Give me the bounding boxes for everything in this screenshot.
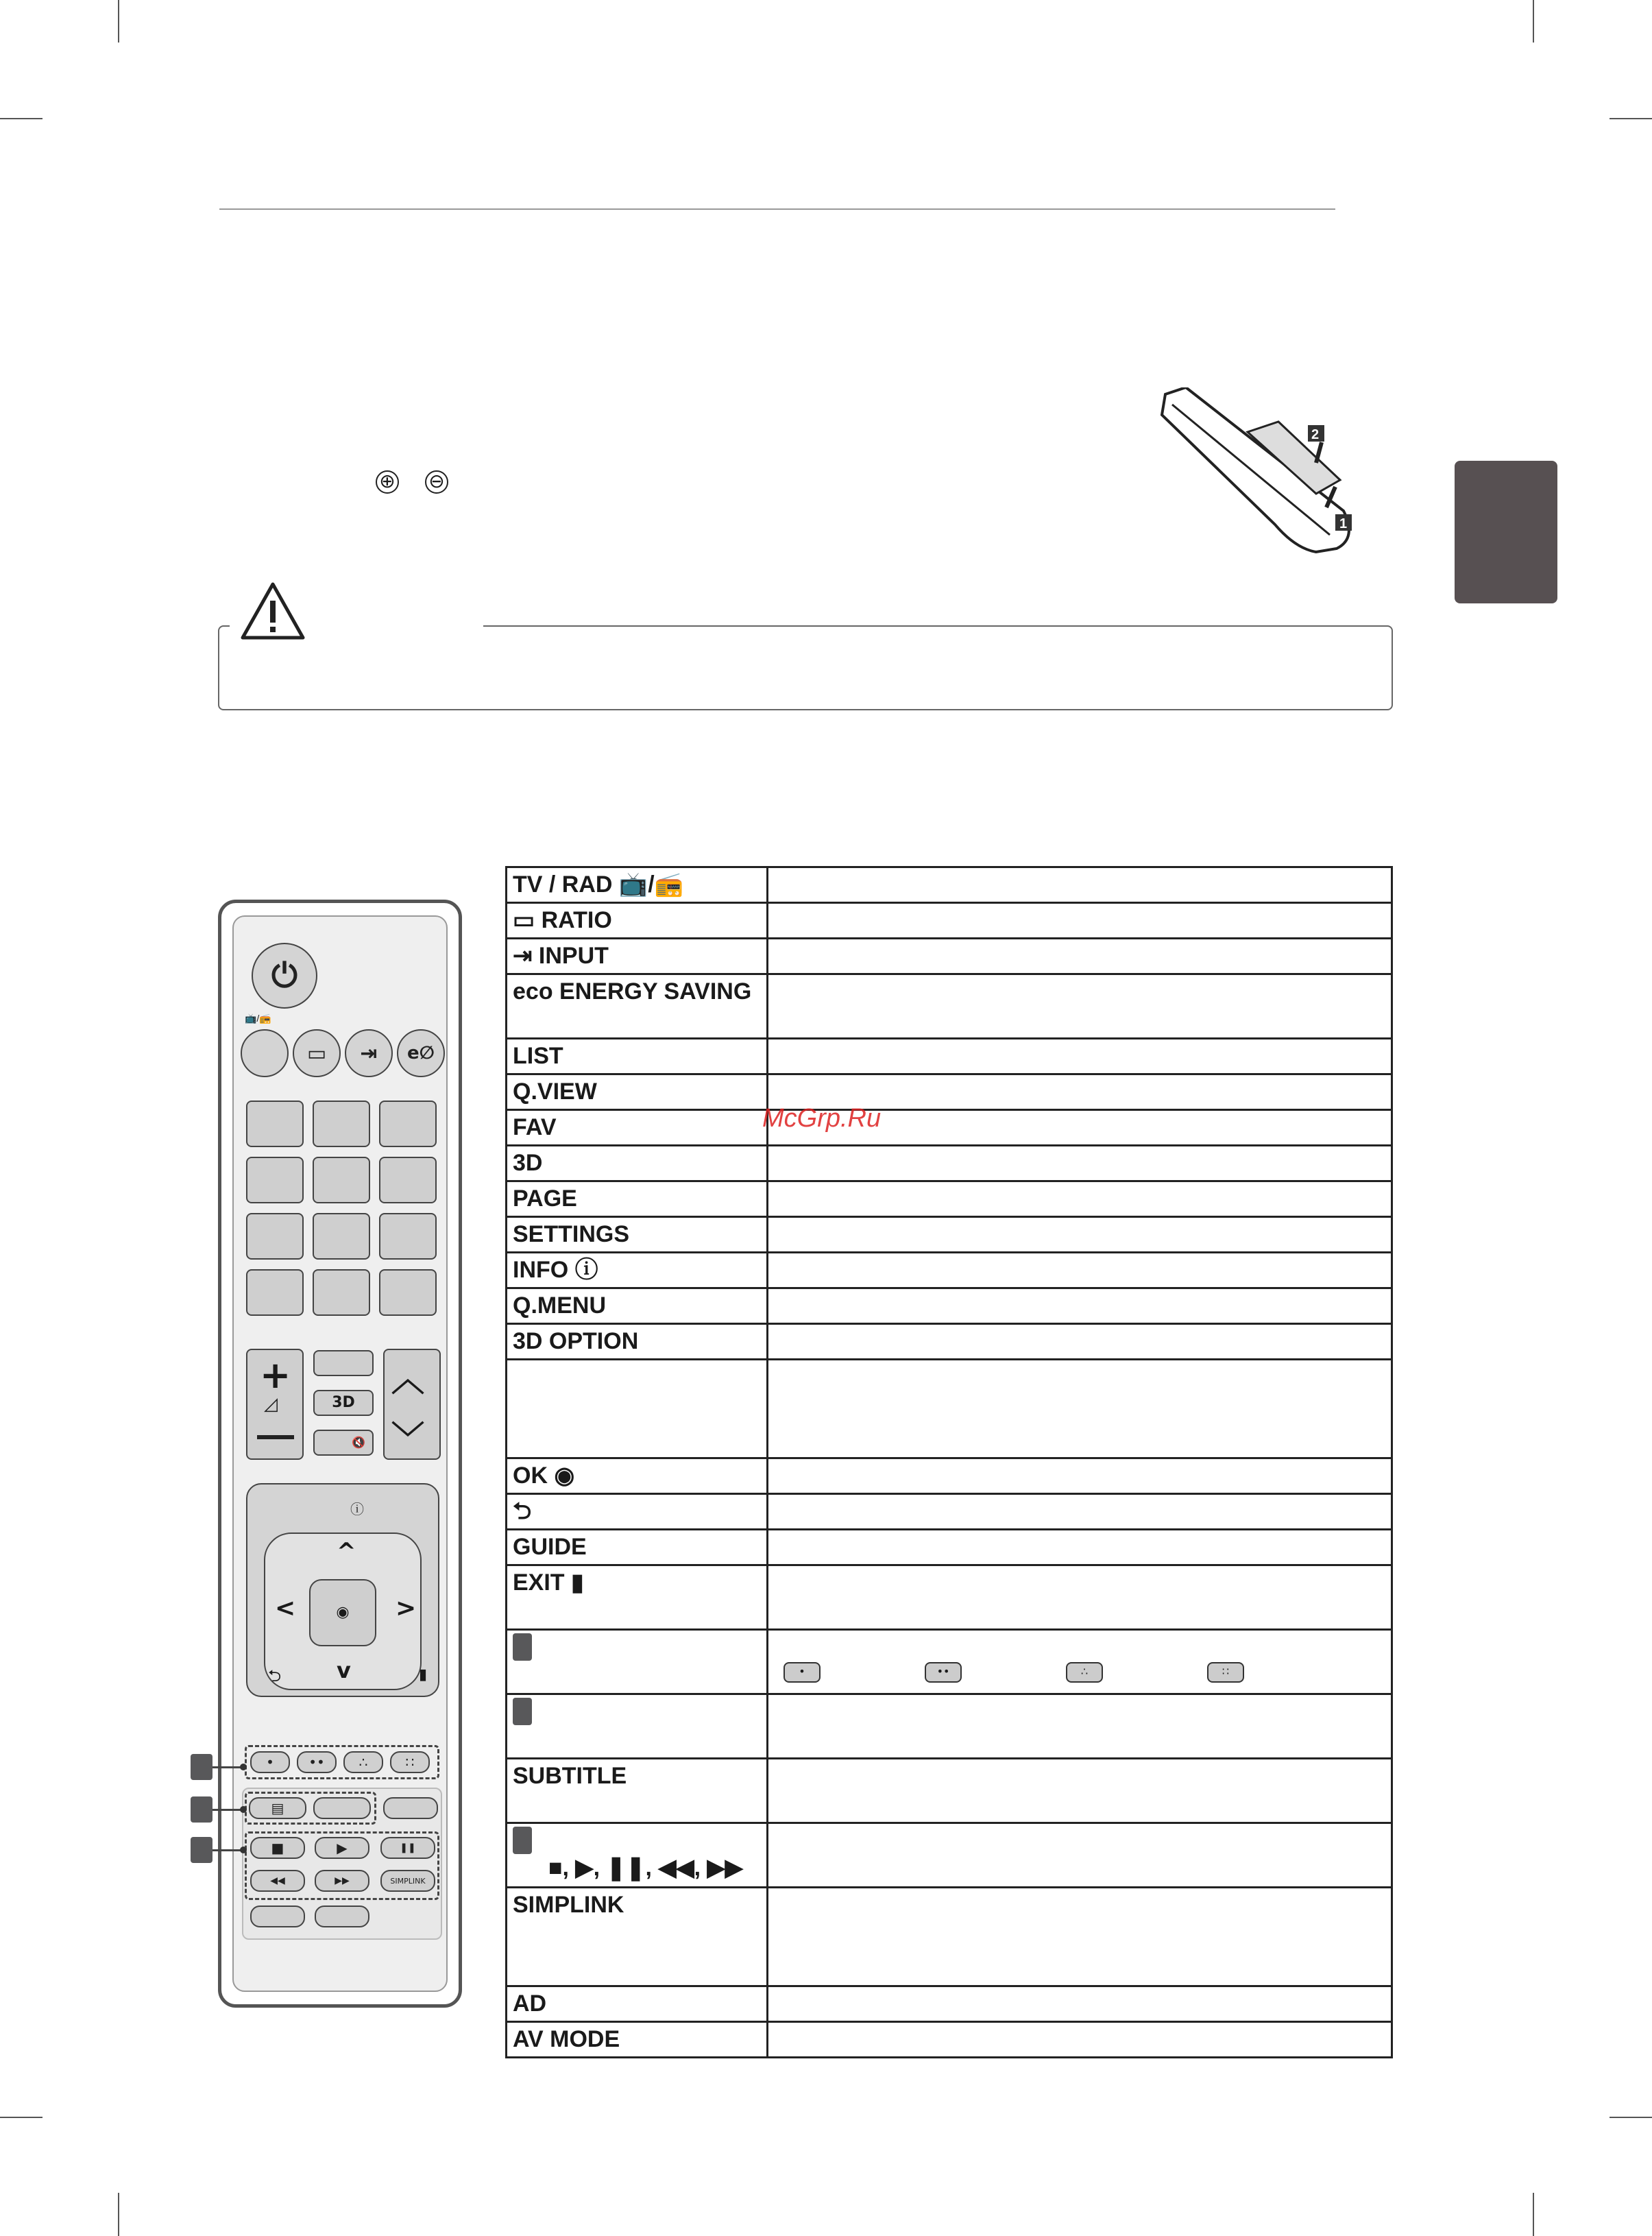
crop-mark xyxy=(118,0,119,43)
color-button-icon: ∷ xyxy=(1207,1662,1244,1683)
key-label: PAGE xyxy=(513,1186,577,1212)
key-cell xyxy=(507,1324,768,1360)
number-key xyxy=(246,1101,304,1147)
key-label: eco ENERGY SAVING xyxy=(513,978,752,1005)
ad-button xyxy=(250,1906,305,1927)
table-row xyxy=(507,1110,1392,1146)
plus-terminal-icon: ⊕ xyxy=(376,470,399,494)
table-row xyxy=(507,1888,1392,1986)
table-row xyxy=(507,939,1392,974)
table-row xyxy=(507,1630,1392,1694)
volume-rocker: + ◿ xyxy=(246,1349,304,1460)
crop-mark xyxy=(1610,118,1652,119)
key-cell xyxy=(507,1253,768,1288)
key-cell xyxy=(507,1458,768,1494)
description-cell xyxy=(768,1039,1392,1074)
description-cell xyxy=(768,974,1392,1039)
callout-line xyxy=(212,1849,243,1851)
ratio-button: ▭ xyxy=(293,1029,341,1077)
key-label: TV / RAD 📺/📻 xyxy=(513,871,684,898)
table-row xyxy=(507,2022,1392,2058)
table-row xyxy=(507,1530,1392,1565)
description-cell xyxy=(768,1530,1392,1565)
number-key xyxy=(379,1213,437,1260)
key-label: ⇥ INPUT xyxy=(513,943,609,969)
key-label: 3D OPTION xyxy=(513,1328,639,1354)
key-label: AV MODE xyxy=(513,2026,620,2052)
key-label: SUBTITLE xyxy=(513,1763,627,1789)
number-key xyxy=(379,1101,437,1147)
table-row xyxy=(507,1146,1392,1181)
key-cell xyxy=(507,1986,768,2022)
table-row xyxy=(507,1759,1392,1823)
step-2-label: 2 xyxy=(1311,427,1320,442)
chapter-tab xyxy=(1455,461,1557,603)
power-button: ⏻ xyxy=(252,943,317,1009)
table-row xyxy=(507,1458,1392,1494)
number-key xyxy=(379,1157,437,1203)
pause-button: ❚❚ xyxy=(380,1837,435,1859)
navigation-panel xyxy=(246,1483,439,1697)
color-button-icon: • xyxy=(784,1662,821,1683)
crop-mark xyxy=(1533,2193,1534,2236)
table-row xyxy=(507,1324,1392,1360)
table-row xyxy=(507,1986,1392,2022)
key-cell xyxy=(507,1565,768,1630)
callout-dot xyxy=(240,1806,247,1813)
key-label: Q.VIEW xyxy=(513,1079,597,1105)
red-button: • xyxy=(250,1751,290,1773)
key-label: AD xyxy=(513,1991,547,2017)
key-label: GUIDE xyxy=(513,1534,587,1560)
input-button: ⇥ xyxy=(345,1029,393,1077)
group-marker xyxy=(513,1633,532,1661)
table-row xyxy=(507,1074,1392,1110)
right-arrow-icon: > xyxy=(396,1594,417,1622)
ok-button xyxy=(309,1579,376,1646)
description-cell xyxy=(768,939,1392,974)
color-button-icon: •• xyxy=(925,1662,962,1683)
key-cell xyxy=(507,939,768,974)
t-opt-button xyxy=(313,1797,371,1819)
tv-rad-label: 📺/📻 xyxy=(245,1013,271,1024)
key-cell xyxy=(507,974,768,1039)
key-cell xyxy=(507,1530,768,1565)
simplink-button: SIMPLINK xyxy=(380,1870,435,1892)
description-cell xyxy=(768,2022,1392,2058)
number-key xyxy=(313,1269,370,1316)
table-row xyxy=(507,1694,1392,1759)
yellow-button: ∴ xyxy=(343,1751,383,1773)
green-button: •• xyxy=(297,1751,337,1773)
play-button: ▶ xyxy=(315,1837,369,1859)
table-row xyxy=(507,867,1392,903)
page-button xyxy=(313,1350,374,1376)
description-cell xyxy=(768,1694,1392,1759)
description-cell xyxy=(768,1823,1392,1888)
ok-icon: ◉ xyxy=(336,1604,350,1621)
av-mode-button xyxy=(315,1906,369,1927)
mute-button xyxy=(313,1430,374,1456)
key-label: OK ◉ xyxy=(513,1463,575,1489)
key-cell xyxy=(507,1181,768,1217)
key-cell xyxy=(507,2022,768,2058)
callout-dot xyxy=(240,1847,247,1853)
watermark: McGrp.Ru xyxy=(762,1104,882,1133)
key-label: SETTINGS xyxy=(513,1221,630,1247)
number-key xyxy=(246,1157,304,1203)
exit-icon: ▮ xyxy=(419,1666,428,1683)
table-row xyxy=(507,1565,1392,1630)
color-button-icon: ∴ xyxy=(1066,1662,1103,1683)
description-cell xyxy=(768,1253,1392,1288)
channel-up-icon: ︿ xyxy=(391,1360,425,1399)
description-cell xyxy=(768,1360,1392,1458)
description-cell xyxy=(768,1146,1392,1181)
table-row xyxy=(507,974,1392,1039)
stop-button: ■ xyxy=(250,1837,305,1859)
caution-box xyxy=(218,625,1393,710)
number-key xyxy=(379,1269,437,1316)
key-label: ⮌ xyxy=(513,1498,532,1524)
table-row xyxy=(507,1217,1392,1253)
crop-mark xyxy=(0,118,42,119)
number-key xyxy=(313,1213,370,1260)
callout-line xyxy=(212,1809,243,1811)
key-cell xyxy=(507,1217,768,1253)
group-marker xyxy=(513,1827,532,1854)
callout-line xyxy=(212,1766,243,1768)
teletext-button: ▤ xyxy=(249,1797,306,1819)
table-row xyxy=(507,1494,1392,1530)
key-label: 3D xyxy=(513,1150,543,1176)
info-icon: ⓘ xyxy=(350,1502,364,1517)
callout-marker xyxy=(191,1754,212,1780)
table-row xyxy=(507,1181,1392,1217)
3d-button xyxy=(313,1390,374,1416)
crop-mark xyxy=(1533,0,1534,43)
remote-control-illustration xyxy=(218,900,462,2008)
table-row xyxy=(507,1360,1392,1458)
tv-rad-button xyxy=(241,1029,289,1077)
key-label: FAV xyxy=(513,1114,557,1140)
callout-marker xyxy=(191,1796,212,1823)
crop-mark xyxy=(1610,2117,1652,2118)
crop-mark xyxy=(118,2193,119,2236)
callout-marker xyxy=(191,1837,212,1863)
description-cell xyxy=(768,903,1392,939)
key-cell xyxy=(507,1494,768,1530)
key-cell xyxy=(507,1360,768,1458)
table-row xyxy=(507,1253,1392,1288)
up-arrow-icon: ^ xyxy=(337,1538,356,1565)
back-icon: ⮌ xyxy=(268,1667,282,1685)
number-key xyxy=(246,1213,304,1260)
key-cell xyxy=(507,867,768,903)
description-cell xyxy=(768,1181,1392,1217)
minus-terminal-icon: ⊖ xyxy=(425,470,448,494)
key-label: INFO ⓘ xyxy=(513,1257,598,1283)
key-cell xyxy=(507,1039,768,1074)
mute-icon: 🔇 xyxy=(352,1436,365,1449)
subtitle-button xyxy=(383,1797,438,1819)
description-cell xyxy=(768,1288,1392,1324)
key-cell xyxy=(507,1888,768,1986)
table-row xyxy=(507,1288,1392,1324)
down-arrow-icon: v xyxy=(337,1657,351,1683)
left-arrow-icon: < xyxy=(275,1594,296,1622)
number-key xyxy=(313,1157,370,1203)
description-cell xyxy=(768,1494,1392,1530)
group-marker xyxy=(513,1698,532,1725)
key-label: EXIT ▮ xyxy=(513,1570,584,1596)
table-row xyxy=(507,903,1392,939)
description-cell xyxy=(768,1217,1392,1253)
channel-rocker xyxy=(383,1349,441,1460)
key-label: Q.MENU xyxy=(513,1293,606,1319)
warning-triangle-icon xyxy=(240,581,306,640)
description-cell xyxy=(768,867,1392,903)
description-cell xyxy=(768,1888,1392,1986)
description-cell xyxy=(768,1630,1392,1694)
number-key xyxy=(313,1101,370,1147)
key-label: SIMPLINK xyxy=(513,1892,624,1918)
button-function-table xyxy=(505,866,1393,2058)
table-row xyxy=(507,1823,1392,1888)
key-cell xyxy=(507,1694,768,1759)
description-cell xyxy=(768,1458,1392,1494)
table-row xyxy=(507,1039,1392,1074)
key-cell xyxy=(507,1759,768,1823)
fast-forward-button: ▶▶ xyxy=(315,1870,369,1892)
header-rule xyxy=(219,208,1335,210)
key-cell xyxy=(507,1110,768,1146)
callout-dot xyxy=(240,1764,247,1770)
battery-cover-illustration xyxy=(1158,387,1364,559)
key-label: ▭ RATIO xyxy=(513,907,612,933)
description-cell xyxy=(768,1759,1392,1823)
key-label: LIST xyxy=(513,1043,563,1069)
description-cell xyxy=(768,1986,1392,2022)
step-1-label: 1 xyxy=(1339,516,1348,531)
number-key xyxy=(246,1269,304,1316)
dpad xyxy=(264,1532,422,1690)
key-label: ■, ▶, ❚❚, ◀◀, ▶▶ xyxy=(548,1855,743,1881)
key-cell xyxy=(507,1630,768,1694)
description-cell xyxy=(768,1324,1392,1360)
rewind-button: ◀◀ xyxy=(250,1870,305,1892)
crop-mark xyxy=(0,2117,42,2118)
key-cell xyxy=(507,903,768,939)
key-cell xyxy=(507,1823,768,1888)
blue-button: ∷ xyxy=(390,1751,430,1773)
channel-down-icon: ﹀ xyxy=(391,1419,425,1458)
3d-label: 3D xyxy=(332,1394,355,1411)
description-cell xyxy=(768,1565,1392,1630)
energy-saving-button: e∅ xyxy=(397,1029,445,1077)
key-cell xyxy=(507,1288,768,1324)
key-cell xyxy=(507,1146,768,1181)
key-cell xyxy=(507,1074,768,1110)
